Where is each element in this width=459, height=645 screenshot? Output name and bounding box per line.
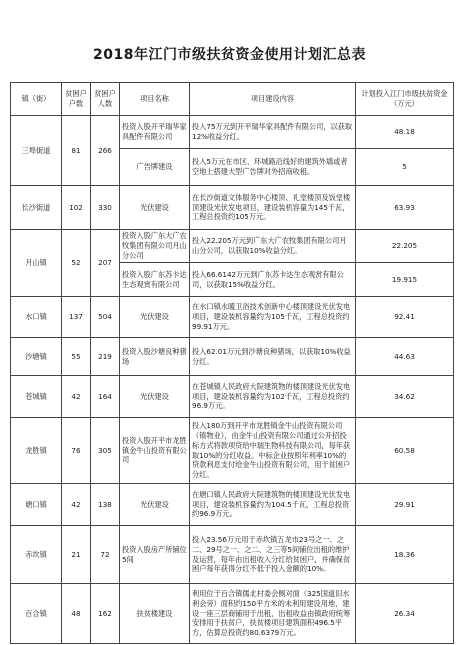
content-cell: 在长沙街道文体服务中心楼顶、礼堂楼顶及饭堂楼顶建设光伏发电项目，建设装机容量为145千瓦，工程总投资约105万元。: [190, 186, 356, 230]
content-cell: 在塘口镇人民政府大院建筑物的楼顶建设光伏发电项目，建设装机容量约为104.5千瓦，工程总投资约96.9万元。: [190, 484, 356, 526]
header-people: 贫困户人数: [91, 83, 120, 116]
table-row: [11, 338, 454, 376]
table-row: [11, 484, 454, 526]
people-cell: 162: [91, 584, 120, 644]
funds-cell: 5: [356, 149, 454, 186]
project-cell: 光伏建设: [120, 484, 190, 526]
header-town: 镇（街）: [11, 83, 62, 116]
content-cell: 投入62.01万元到沙塘良种猪场，以获取10%收益分红。: [190, 338, 356, 376]
households-cell: 52: [62, 230, 91, 297]
content-cell: 投入22.205万元到广东大广农牧集团有限公司月山分公司，以获取10%收益分红。: [190, 230, 356, 263]
funds-cell: 63.93: [356, 186, 454, 230]
town-cell: 赤坎镇: [11, 526, 62, 584]
table-row: [11, 526, 454, 584]
town-cell: 长沙街道: [11, 186, 62, 230]
table-row: [11, 186, 454, 230]
households-cell: 42: [62, 484, 91, 526]
funds-cell: 34.62: [356, 376, 454, 418]
households-cell: 76: [62, 418, 91, 484]
households-cell: 137: [62, 297, 91, 338]
funds-cell: 60.58: [356, 418, 454, 484]
funds-cell: 19.915: [356, 263, 454, 297]
content-cell: 在苍城镇人民政府大院建筑物的楼顶建设光伏发电项目，建设装机容量约为102千瓦，工程总投资约96.9万元。: [190, 376, 356, 418]
funds-cell: 26.34: [356, 584, 454, 644]
funds-cell: 48.18: [356, 116, 454, 149]
funds-cell: 29.91: [356, 484, 454, 526]
town-cell: 水口镇: [11, 297, 62, 338]
table-row: [11, 230, 454, 263]
project-cell: 投资入股沙塘良种猪场: [120, 338, 190, 376]
households-cell: 102: [62, 186, 91, 230]
people-cell: 138: [91, 484, 120, 526]
table-row: [11, 584, 454, 644]
table-row: [11, 297, 454, 338]
town-cell: 苍城镇: [11, 376, 62, 418]
town-cell: 百合镇: [11, 584, 62, 644]
town-cell: 月山镇: [11, 230, 62, 297]
content-cell: 投入180万到开平市龙胜镇金牛山投资有限公司（镇物业），由金牛山投资有限公司通过公开招投标方式将款项贷给中瑞生物科技有限公司，每年获取10%的分红收益。中标企业按照年利率10%的贷款利息支付给金牛山投资有限公司，用于贫困户分红。: [190, 418, 356, 484]
content-cell: 投入5万元在市区、环城路沿线好的建筑外墙或者空地上搭建大型广告牌对外招商收租。: [190, 149, 356, 186]
households-cell: 48: [62, 584, 91, 644]
table-row: [11, 376, 454, 418]
households-cell: 55: [62, 338, 91, 376]
project-cell: 投资入股开平瑞华家具配件有限公司: [120, 116, 190, 149]
people-cell: 305: [91, 418, 120, 484]
content-cell: 投入66.6142万元到广东苏卡达生态观赏有限公司，以获取15%收益分红。: [190, 263, 356, 297]
header-project: 项目名称: [120, 83, 190, 116]
project-cell: 广告牌建设: [120, 149, 190, 186]
project-cell: 光伏建设: [120, 376, 190, 418]
content-cell: 投入75万元到开平瑞华家具配件有限公司，以获取12%收益分红。: [190, 116, 356, 149]
fund-plan-table: [10, 82, 454, 644]
households-cell: 21: [62, 526, 91, 584]
town-cell: 龙胜镇: [11, 418, 62, 484]
table-header-row: [11, 83, 454, 116]
funds-cell: 92.41: [356, 297, 454, 338]
content-cell: 投入23.56万元用于赤坎镇五龙市23号之一、之二、29号之一、之二、之三等5间铺位出租的维护及运营，每年由出租收入分红给贫困户，并确保贫困户每年获得分红不低于投入金额的10%。: [190, 526, 356, 584]
header-content: 项目建设内容: [190, 83, 356, 116]
people-cell: 207: [91, 230, 120, 297]
households-cell: 81: [62, 116, 91, 186]
table-row: [11, 418, 454, 484]
funds-cell: 44.63: [356, 338, 454, 376]
funds-cell: 22.205: [356, 230, 454, 263]
people-cell: 219: [91, 338, 120, 376]
table-row: [11, 116, 454, 149]
people-cell: 504: [91, 297, 120, 338]
project-cell: 投资入股房产所铺位5间: [120, 526, 190, 584]
project-cell: 投资入股广东大广农牧集团有限公司月山分公司: [120, 230, 190, 263]
people-cell: 330: [91, 186, 120, 230]
project-cell: 投资入股广东苏卡达生态观赏有限公司: [120, 263, 190, 297]
people-cell: 266: [91, 116, 120, 186]
town-cell: 三埠街道: [11, 116, 62, 186]
town-cell: 塘口镇: [11, 484, 62, 526]
people-cell: 164: [91, 376, 120, 418]
households-cell: 42: [62, 376, 91, 418]
funds-cell: 18.36: [356, 526, 454, 584]
project-cell: 光伏建设: [120, 297, 190, 338]
project-cell: 扶贫楼建设: [120, 584, 190, 644]
header-funds: 计划投入江门市级扶贫资金（万元）: [356, 83, 454, 116]
project-cell: 光伏建设: [120, 186, 190, 230]
town-cell: 沙塘镇: [11, 338, 62, 376]
content-cell: 利用位于百合镇儒北村委会侧对面（325国道旧水利会旁）面积约150平方米的未利用建设用地，建设一座三层商铺用于出租，出租收益由镇政府统筹安排用于扶贫户，扶贫楼项目建筑面积496.5平方，估算总投资约80.6379万元。: [190, 584, 356, 644]
content-cell: 在水口镇水暖卫浴技术创新中心楼顶建设光伏发电项目，建设装机容量约为105千瓦，工程总投资约99.91万元。: [190, 297, 356, 338]
header-households: 贫困户户数: [62, 83, 91, 116]
people-cell: 72: [91, 526, 120, 584]
project-cell: 投资入股开平市龙胜镇金牛山投资有限公司: [120, 418, 190, 484]
page-title: 2018年江门市级扶贫资金使用计划汇总表: [93, 47, 366, 63]
